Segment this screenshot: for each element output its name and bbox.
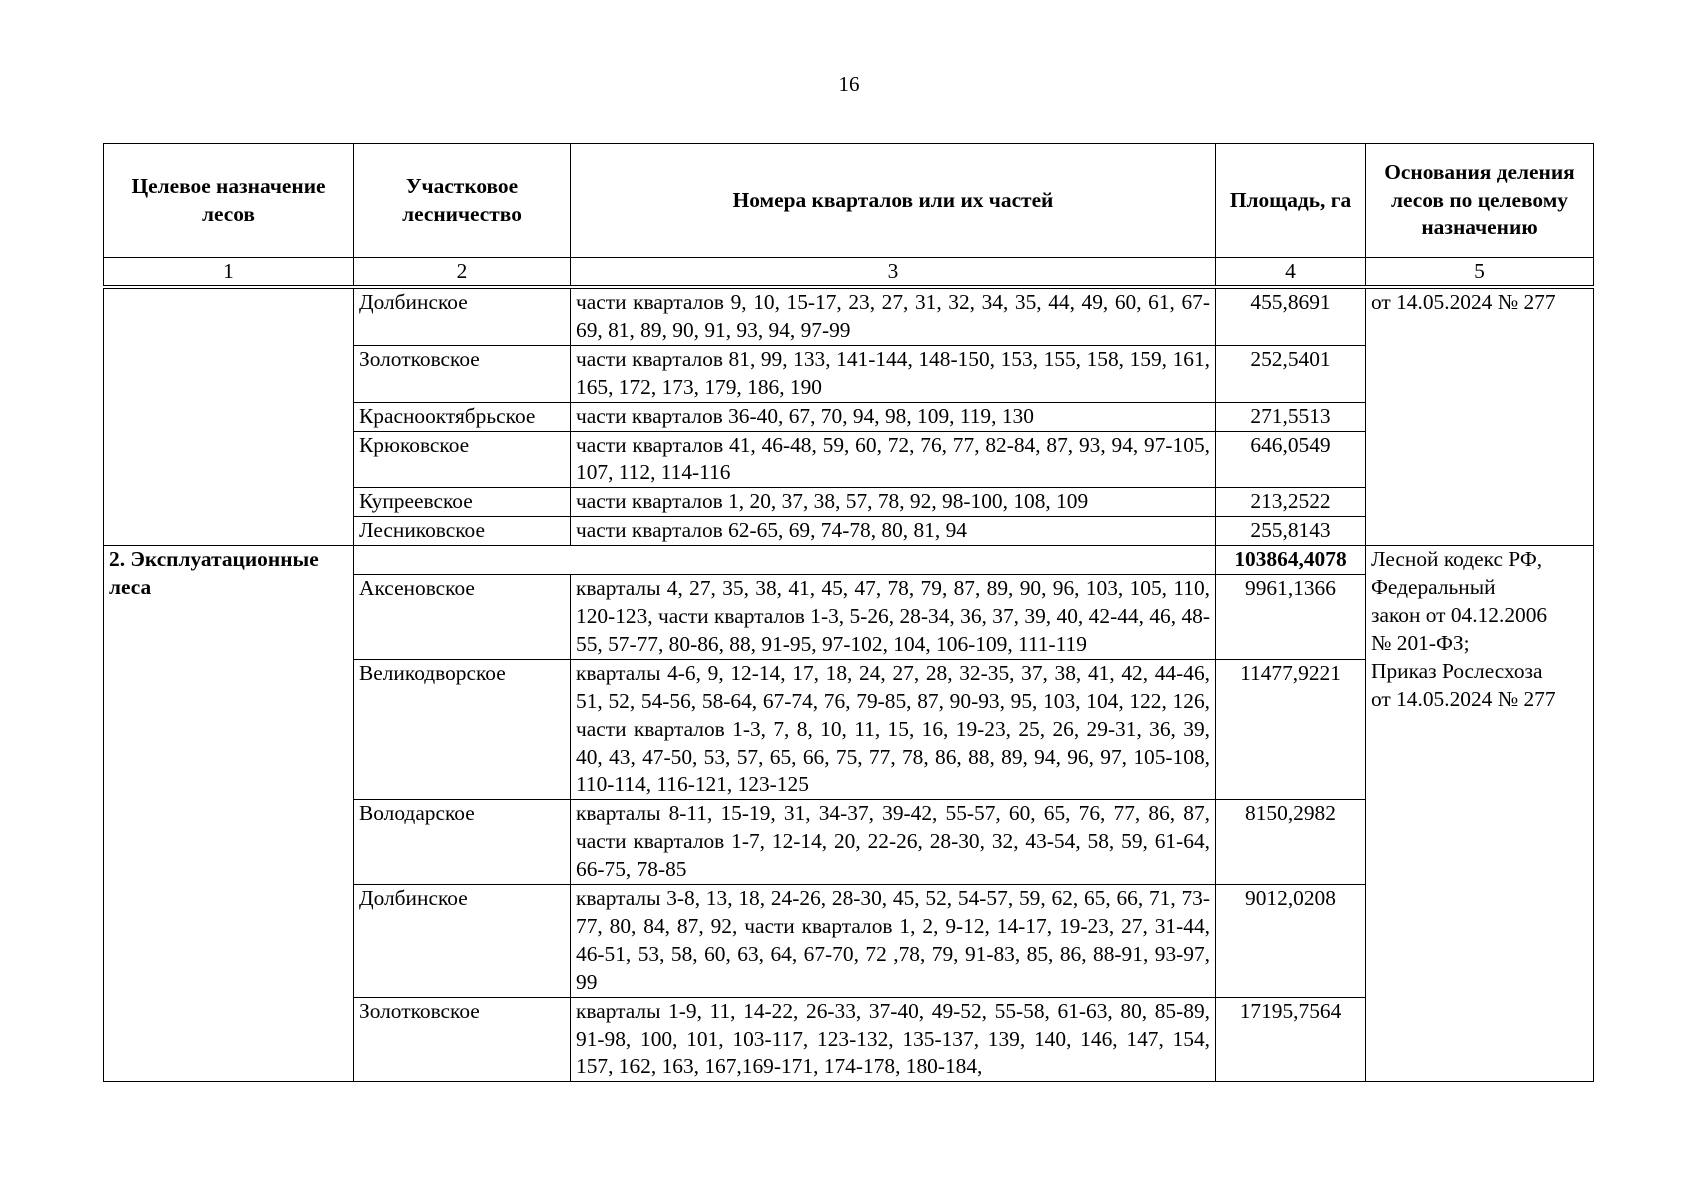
area-value: 17195,7564 xyxy=(1216,997,1366,1082)
area-value: 455,8691 xyxy=(1216,287,1366,345)
header-basis: Основания деления лесов по целевому назначению xyxy=(1366,144,1594,258)
header-forestry: Участковое лесничество xyxy=(354,144,571,258)
forestry-name: Крюковское xyxy=(354,431,571,488)
group-total-area: 103864,4078 xyxy=(1216,546,1366,575)
quarters-list: кварталы 4, 27, 35, 38, 41, 45, 47, 78, 79, 87, 89, 90, 96, 103, 105, 110, 120-123, части кварталов 1-3, 5-26, 28-34, 36, 37, 39, 40, 42-44, 46, 48-55, 57-77, 80-86, 88, 91-95, 97-102, 104, 106-109, 111-119 xyxy=(571,575,1216,660)
quarters-list: части кварталов 81, 99, 133, 141-144, 148-150, 153, 155, 158, 159, 161, 165, 172, 173, 179, 186, 190 xyxy=(571,345,1216,402)
group-total-spacer xyxy=(354,546,1216,575)
basis-cell xyxy=(1366,546,1594,1082)
forestry-name: Золотковское xyxy=(354,997,571,1082)
area-value: 271,5513 xyxy=(1216,402,1366,431)
table-header-row xyxy=(104,144,1594,258)
area-value: 9012,0208 xyxy=(1216,885,1366,998)
area-value: 213,2522 xyxy=(1216,488,1366,517)
basis-line: от 14.05.2024 № 277 xyxy=(1371,686,1556,711)
area-value: 255,8143 xyxy=(1216,517,1366,546)
purpose-cell: 2. Эксплуатационные леса xyxy=(104,546,354,1082)
quarters-list: кварталы 1-9, 11, 14-22, 26-33, 37-40, 49-52, 55-58, 61-63, 80, 85-89, 91-98, 100, 101, 103-117, 123-132, 135-137, 139, 140, 146, 147, 154, 157, 162, 163, 167,169-171, 174-178, 180-184, xyxy=(571,997,1216,1082)
page-number: 16 xyxy=(838,72,860,96)
basis-line: Приказ Рослесхоза xyxy=(1371,658,1543,683)
header-quarters: Номера кварталов или их частей xyxy=(571,144,1216,258)
quarters-list: части кварталов 62-65, 69, 74-78, 80, 81, 94 xyxy=(571,517,1216,546)
basis-line: закон от 04.12.2006 xyxy=(1371,602,1548,627)
area-value: 252,5401 xyxy=(1216,345,1366,402)
group-total-row xyxy=(104,546,1594,575)
forest-division-table xyxy=(103,143,1594,1082)
quarters-list: части кварталов 9, 10, 15-17, 23, 27, 31, 32, 34, 35, 44, 49, 60, 61, 67-69, 81, 89, 90, 91, 93, 94, 97-99 xyxy=(571,287,1216,345)
forestry-name: Долбинское xyxy=(354,287,571,345)
forestry-name: Великодворское xyxy=(354,659,571,800)
quarters-list: кварталы 4-6, 9, 12-14, 17, 18, 24, 27, 28, 32-35, 37, 38, 41, 42, 44-46, 51, 52, 54-56, 58-64, 67-74, 76, 79-85, 87, 90-93, 95, 103, 104, 122, 126, части кварталов 1-3, 7, 8, 10, 11, 15, 16, 19-23, 25, 26, 29-31, 36, 39, 40, 43, 47-50, 53, 57, 65, 66, 75, 77, 78, 86, 88, 89, 94, 96, 97, 105-108, 110-114, 116-121, 123-125 xyxy=(571,659,1216,800)
forestry-name: Долбинское xyxy=(354,885,571,998)
column-number: 4 xyxy=(1216,258,1366,288)
quarters-list: части кварталов 1, 20, 37, 38, 57, 78, 92, 98-100, 108, 109 xyxy=(571,488,1216,517)
basis-cell: от 14.05.2024 № 277 xyxy=(1366,287,1594,546)
area-value: 11477,9221 xyxy=(1216,659,1366,800)
basis-line: Лесной кодекс РФ, xyxy=(1371,547,1543,572)
table-row xyxy=(104,287,1594,345)
column-number: 5 xyxy=(1366,258,1594,288)
forestry-name: Купреевское xyxy=(354,488,571,517)
header-purpose: Целевое назначение лесов xyxy=(104,144,354,258)
area-value: 8150,2982 xyxy=(1216,800,1366,885)
forestry-name: Золотковское xyxy=(354,345,571,402)
quarters-list: части кварталов 36-40, 67, 70, 94, 98, 109, 119, 130 xyxy=(571,402,1216,431)
quarters-list: части кварталов 41, 46-48, 59, 60, 72, 76, 77, 82-84, 87, 93, 94, 97-105, 107, 112, 114-116 xyxy=(571,431,1216,488)
forestry-name: Володарское xyxy=(354,800,571,885)
quarters-list: кварталы 8-11, 15-19, 31, 34-37, 39-42, 55-57, 60, 65, 76, 77, 86, 87, части кварталов 1-7, 12-14, 20, 22-26, 28-30, 32, 43-54, 58, 59, 61-64, 66-75, 78-85 xyxy=(571,800,1216,885)
area-value: 646,0549 xyxy=(1216,431,1366,488)
column-number: 2 xyxy=(354,258,571,288)
basis-line: Федеральный xyxy=(1371,575,1496,600)
column-number: 1 xyxy=(104,258,354,288)
basis-line: № 201-ФЗ; xyxy=(1371,630,1470,655)
quarters-list: кварталы 3-8, 13, 18, 24-26, 28-30, 45, 52, 54-57, 59, 62, 65, 66, 71, 73-77, 80, 84, 87, 92, части кварталов 1, 2, 9-12, 14-17, 19-23, 27, 31-44, 46-51, 53, 58, 60, 63, 64, 67-70, 72 ,78, 79, 91-83, 85, 86, 88-91, 93-97, 99 xyxy=(571,885,1216,998)
purpose-cell-empty xyxy=(104,287,354,546)
column-number: 3 xyxy=(571,258,1216,288)
forestry-name: Лесниковское xyxy=(354,517,571,546)
forestry-name: Аксеновское xyxy=(354,575,571,660)
header-area: Площадь, га xyxy=(1216,144,1366,258)
column-number-row xyxy=(104,258,1594,288)
area-value: 9961,1366 xyxy=(1216,575,1366,660)
forestry-name: Краснооктябрьское xyxy=(354,402,571,431)
